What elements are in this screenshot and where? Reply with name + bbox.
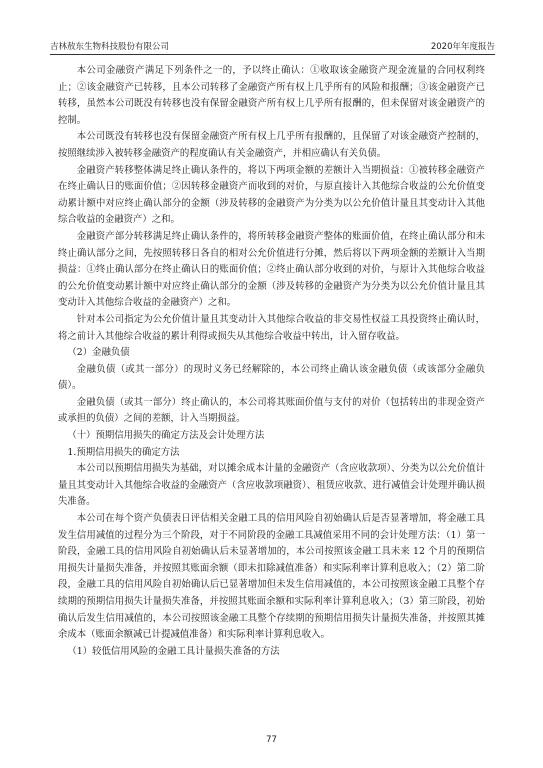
heading-ecl-method: 1.预期信用损失的确定方法 [67, 446, 180, 458]
paragraph-liability-derecognition: 金融负债（或其一部分）的现时义务已经解除的，本公司终止确认该金融负债（或该部分金融负债）。 [58, 363, 485, 392]
header-divider [50, 54, 495, 55]
paragraph-partial-transfer: 金融资产部分转移满足终止确认条件的，将所转移金融资产整体的账面价值，在终止确认部分和未终止确认部分之间，先按照转移日各自的相对公允价值进行分摊，然后将以下两项金额的差额计入当期损益：①终止确认部分在终止确认日的账面价值；②终止确认部分收到的对价，与原计入其他综合收益的公允价值变动累计额中对应终止确认部分的金额（涉及转移的金融资产为分类为以公允价值计量且其变动计入其他综合收益的金融资产）之和。 [58, 230, 485, 309]
report-title: 2020年年度报告 [430, 42, 495, 52]
page-number: 77 [266, 735, 277, 745]
heading-financial-liabilities: （2）金融负债 [67, 347, 130, 359]
company-name: 吉林敖东生物科技股份有限公司 [50, 42, 170, 52]
paragraph-ecl-basis: 本公司以预期信用损失为基础，对以摊余成本计量的金融资产（含应收款项）、分类为以公允价值计量且其变动计入其他综合收益的金融资产（含应收款项融资）、租赁应收款、进行减值会计处理并确认损失准备。 [58, 463, 485, 508]
page-header [50, 38, 495, 52]
paragraph-continuing-involvement: 本公司既没有转移也没有保留金融资产所有权上几乎所有报酬的，且保留了对该金融资产控制的，按照继续涉入被转移金融资产的程度确认有关金融资产，并相应确认有关负债。 [58, 131, 485, 159]
heading-section-10: （十）预期信用损失的确定方法及会计处理方法 [67, 430, 265, 442]
paragraph-three-stages: 本公司在每个资产负债表日评估相关金融工具的信用风险自初始确认后是否显著增加，将金融工具发生信用减值的过程分为三个阶段，对于不同阶段的金融工具减值采用不同的会计处理方法：（1）第一阶段，金融工具的信用风险自初始确认后未显著增加的，本公司按照该金融工具未来 12 个月的预期信用损失计量损失准备，并按照其账面余额（即未扣除减值准备）和实际利率计算利息收入；（2）第二阶段，金融工具的信用风险自初始确认后已显著增加但未发生信用减值的，本公司按照该金融工具整个存续期的预期信用损失计量损失准备，并按照其账面余额和实际利率计算利息收入；（3）第三阶段，初始确认后发生信用减值的，本公司按照该金融工具整个存续期的预期信用损失计量损失准备，并按照其摊余成本（账面余额减已计提减值准备）和实际利率计算利息收入。 [58, 513, 485, 641]
document-body [58, 63, 485, 660]
paragraph-liability-difference: 金融负债（或其一部分）终止确认的，本公司将其账面价值与支付的对价（包括转出的非现金资产或承担的负债）之间的差额，计入当期损益。 [58, 396, 485, 425]
paragraph-equity-investment: 针对本公司指定为公允价值计量且其变动计入其他综合收益的非交易性权益工具投资终止确认时，将之前计入其他综合收益的累计利得或损失从其他综合收益中转出，计入留存收益。 [58, 313, 485, 342]
paragraph-whole-transfer: 金融资产转移整体满足终止确认条件的，将以下两项金额的差额计入当期损益：①被转移金融资产在终止确认日的账面价值；②因转移金融资产而收到的对价，与原直接计入其他综合收益的公允价值变动累计额中对应终止确认部分的金额（涉及转移的金融资产为分类为以公允价值计量且其变动计入其他综合收益的金融资产）之和。 [58, 164, 485, 226]
paragraph-derecognition-conditions: 本公司金融资产满足下列条件之一的，予以终止确认：①收取该金融资产现金流量的合同权利终止；②该金融资产已转移，且本公司转移了金融资产所有权上几乎所有的风险和报酬；③该金融资产已转移，虽然本公司既没有转移也没有保留金融资产所有权上几乎所有报酬的，但未保留对该金融资产的控制。 [58, 65, 485, 126]
heading-low-credit-risk: （1）较低信用风险的金融工具计量损失准备的方法 [67, 645, 280, 657]
